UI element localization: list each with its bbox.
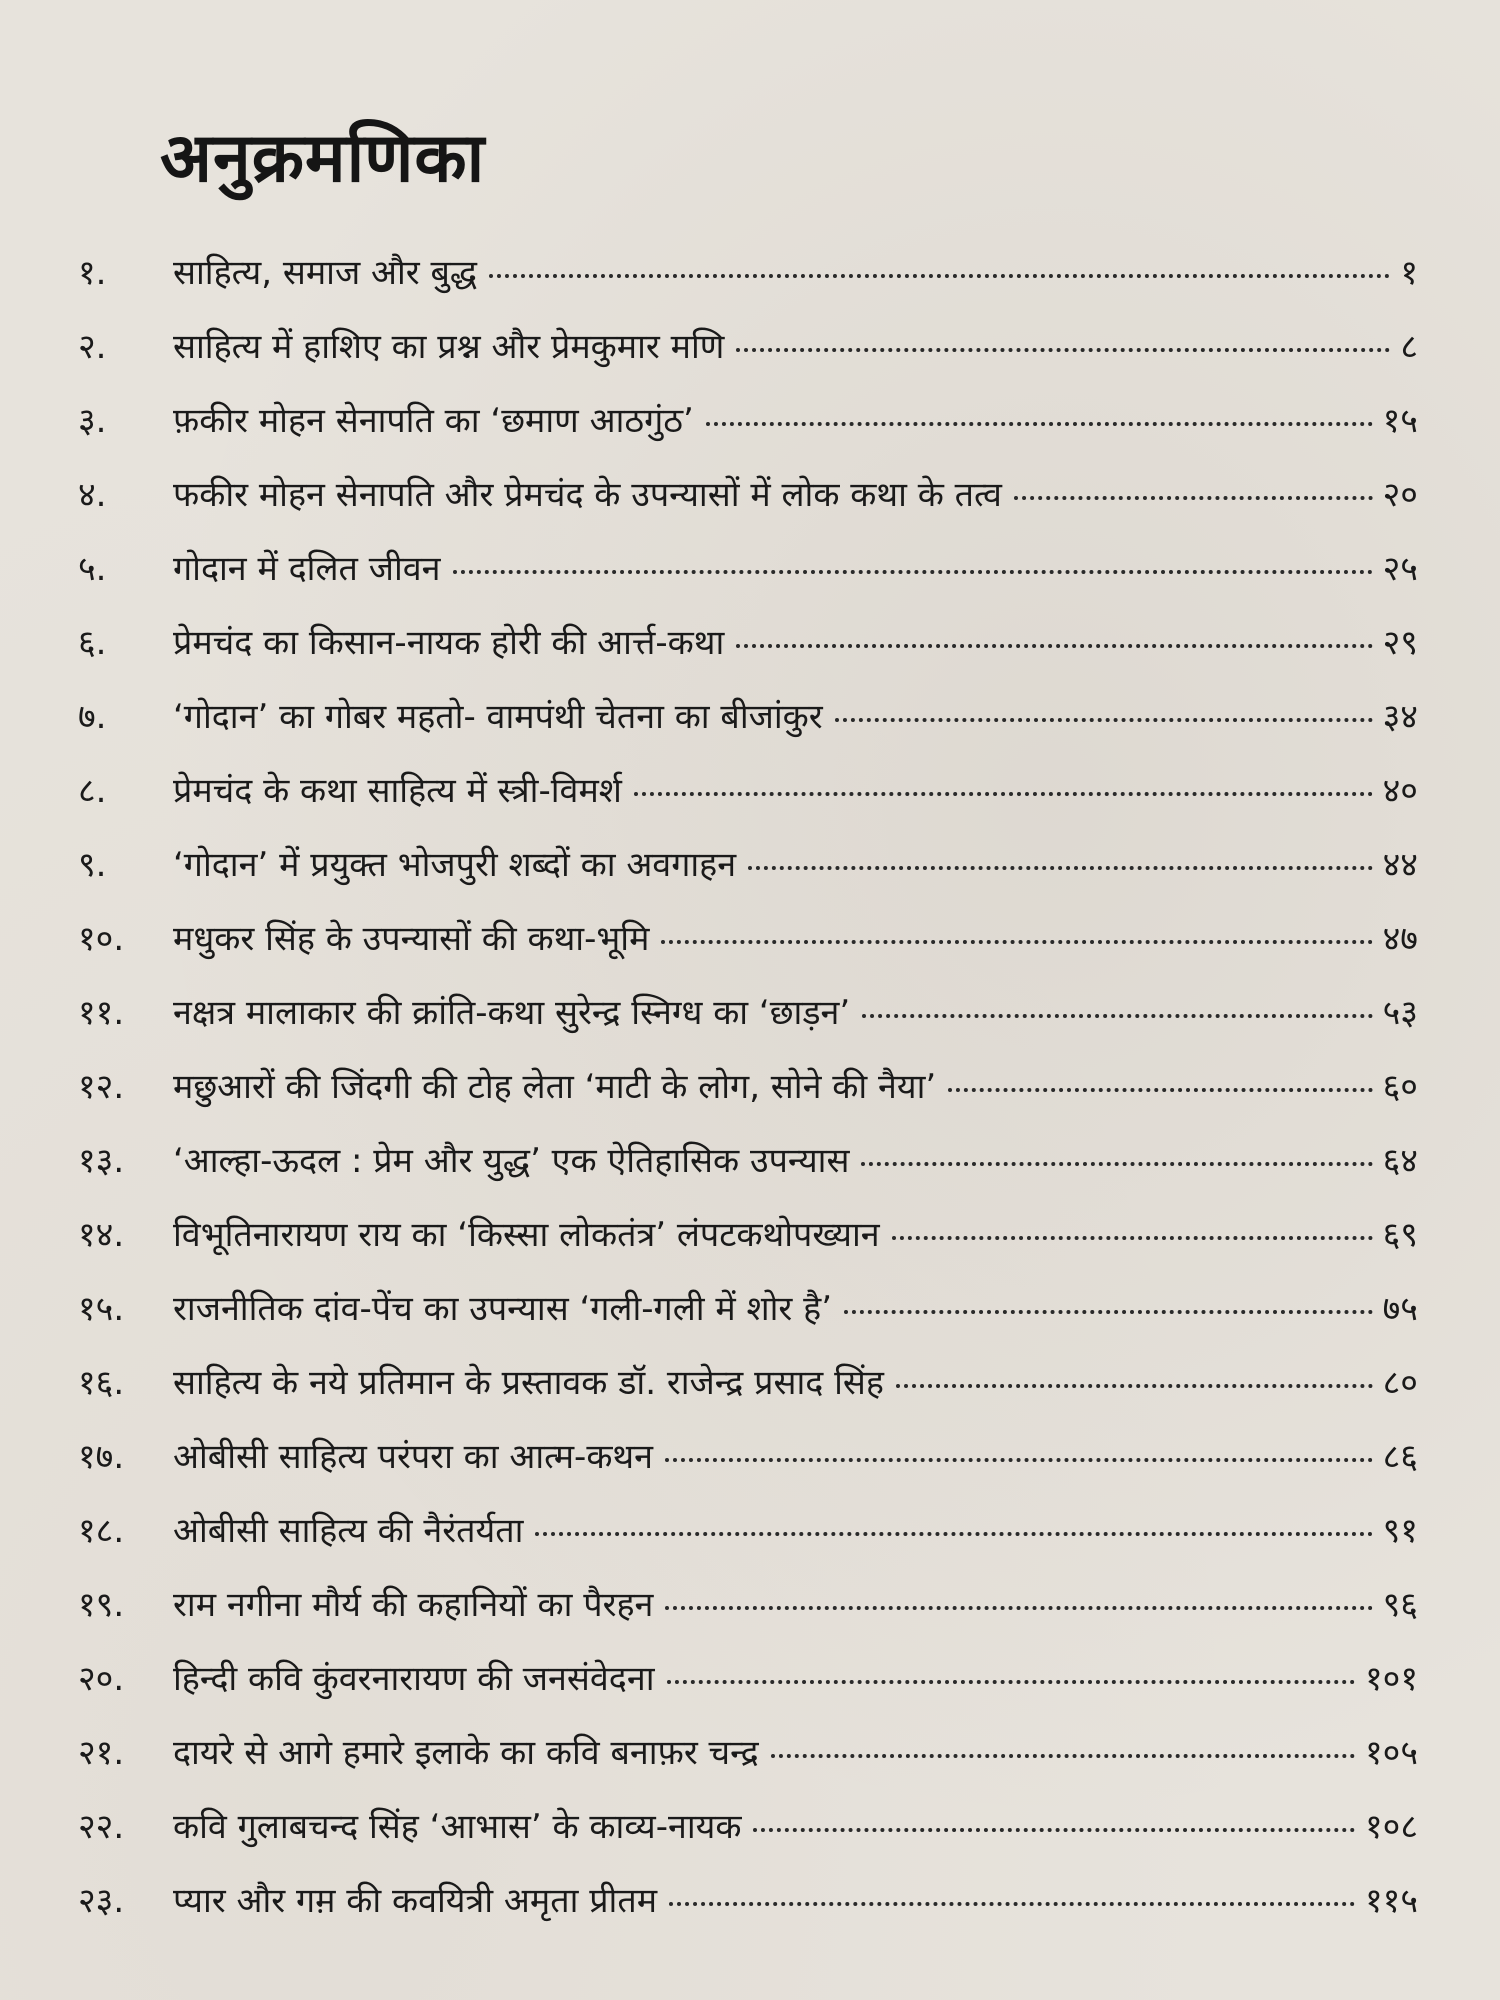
entry-number: १२. [78, 1067, 125, 1107]
entry-page-number: ८० [1382, 1363, 1418, 1403]
entry-page-number: ८६ [1382, 1437, 1418, 1477]
table-of-contents [78, 236, 1418, 1938]
entry-title: मधुकर सिंह के उपन्यासों की कथा-भूमि [173, 919, 650, 959]
entry-title: नक्षत्र मालाकार की क्रांति-कथा सुरेन्द्र स्निग्ध का ‘छाड़न’ [173, 993, 851, 1033]
entry-title: ‘गोदान’ का गोबर महतो- वामपंथी चेतना का बीजांकुर [173, 697, 823, 737]
entry-page-number: ४७ [1382, 919, 1418, 959]
entry-number: १३. [78, 1141, 125, 1181]
toc-entry [78, 1864, 1418, 1938]
dot-leader [661, 940, 1372, 944]
entry-number: ९. [78, 845, 107, 885]
dot-leader [736, 644, 1372, 648]
dot-leader [634, 792, 1373, 796]
dot-leader [736, 348, 1390, 352]
entry-number: २२. [78, 1807, 125, 1847]
entry-number: १९. [78, 1585, 125, 1625]
entry-number: १०. [78, 919, 125, 959]
entry-title: फकीर मोहन सेनापति और प्रेमचंद के उपन्यासों में लोक कथा के तत्व [173, 475, 1002, 515]
toc-entry [78, 1420, 1418, 1494]
dot-leader [892, 1236, 1373, 1240]
toc-entry [78, 1272, 1418, 1346]
entry-title: ओबीसी साहित्य की नैरंतर्यता [173, 1511, 524, 1551]
entry-number: २. [78, 327, 107, 367]
page-title: अनुक्रमणिका [160, 118, 486, 198]
dot-leader [835, 718, 1373, 722]
entry-page-number: ६९ [1382, 1215, 1418, 1255]
dot-leader [453, 570, 1373, 574]
toc-entry [78, 1716, 1418, 1790]
entry-number: ३. [78, 401, 107, 441]
toc-entry [78, 1346, 1418, 1420]
dot-leader [861, 1162, 1372, 1166]
entry-number: १६. [78, 1363, 125, 1403]
entry-title: गोदान में दलित जीवन [173, 549, 441, 589]
entry-title: राम नगीना मौर्य की कहानियों का पैरहन [173, 1585, 654, 1625]
entry-number: १७. [78, 1437, 125, 1477]
toc-entry [78, 1642, 1418, 1716]
dot-leader [665, 1606, 1372, 1610]
entry-title: मछुआरों की जिंदगी की टोह लेता ‘माटी के लोग, सोने की नैया’ [173, 1067, 937, 1107]
entry-page-number: ७५ [1382, 1289, 1418, 1329]
entry-number: ५. [78, 549, 107, 589]
entry-number: ४. [78, 475, 107, 515]
entry-page-number: १०१ [1364, 1659, 1418, 1699]
toc-entry [78, 976, 1418, 1050]
entry-page-number: २५ [1382, 549, 1418, 589]
entry-title: फ़कीर मोहन सेनापति का ‘छमाण आठगुंठ’ [173, 401, 694, 441]
dot-leader [667, 1680, 1355, 1684]
toc-entry [78, 680, 1418, 754]
entry-page-number: ४४ [1382, 845, 1418, 885]
entry-page-number: ९१ [1382, 1511, 1418, 1551]
entry-title: साहित्य में हाशिए का प्रश्न और प्रेमकुमार मणि [173, 327, 725, 367]
entry-number: ११. [78, 993, 125, 1033]
entry-number: १४. [78, 1215, 125, 1255]
entry-title: ओबीसी साहित्य परंपरा का आत्म-कथन [173, 1437, 654, 1477]
entry-number: २३. [78, 1881, 125, 1921]
toc-entry [78, 310, 1418, 384]
toc-entry [78, 384, 1418, 458]
entry-title: ‘आल्हा-ऊदल : प्रेम और युद्ध’ एक ऐतिहासिक उपन्यास [173, 1141, 850, 1181]
entry-page-number: ६० [1382, 1067, 1418, 1107]
toc-entry [78, 1124, 1418, 1198]
entry-title: प्रेमचंद का किसान-नायक होरी की आर्त्त-कथा [173, 623, 725, 663]
toc-entry [78, 606, 1418, 680]
dot-leader [844, 1310, 1373, 1314]
toc-entry [78, 1494, 1418, 1568]
dot-leader [862, 1014, 1372, 1018]
dot-leader [489, 274, 1390, 278]
entry-page-number: २९ [1382, 623, 1418, 663]
dot-leader [535, 1532, 1372, 1536]
toc-entry [78, 1198, 1418, 1272]
entry-page-number: ३४ [1382, 697, 1418, 737]
entry-number: ६. [78, 623, 107, 663]
entry-page-number: ४० [1382, 771, 1418, 811]
toc-entry [78, 902, 1418, 976]
entry-page-number: १ [1400, 253, 1418, 293]
dot-leader [665, 1458, 1373, 1462]
entry-number: २०. [78, 1659, 125, 1699]
entry-number: ७. [78, 697, 107, 737]
toc-entry [78, 1050, 1418, 1124]
entry-title: ‘गोदान’ में प्रयुक्त भोजपुरी शब्दों का अवगाहन [173, 845, 737, 885]
entry-title: साहित्य के नये प्रतिमान के प्रस्तावक डॉ. राजेन्द्र प्रसाद सिंह [173, 1363, 884, 1403]
entry-title: राजनीतिक दांव-पेंच का उपन्यास ‘गली-गली में शोर है’ [173, 1289, 833, 1329]
toc-entry [78, 532, 1418, 606]
toc-entry [78, 1790, 1418, 1864]
toc-entry [78, 1568, 1418, 1642]
dot-leader [753, 1828, 1354, 1832]
toc-entry [78, 236, 1418, 310]
entry-page-number: २० [1382, 475, 1418, 515]
entry-page-number: ८ [1400, 327, 1418, 367]
toc-entry [78, 828, 1418, 902]
entry-number: १८. [78, 1511, 125, 1551]
toc-entry [78, 458, 1418, 532]
entry-number: १५. [78, 1289, 125, 1329]
dot-leader [748, 866, 1373, 870]
entry-title: हिन्दी कवि कुंवरनारायण की जनसंवेदना [173, 1659, 655, 1699]
dot-leader [948, 1088, 1372, 1092]
entry-title: कवि गुलाबचन्द सिंह ‘आभास’ के काव्य-नायक [173, 1807, 742, 1847]
entry-title: प्रेमचंद के कथा साहित्य में स्त्री-विमर्श [173, 771, 622, 811]
entry-page-number: ६४ [1382, 1141, 1418, 1181]
dot-leader [896, 1384, 1373, 1388]
entry-number: २१. [78, 1733, 125, 1773]
entry-page-number: ५३ [1382, 993, 1418, 1033]
entry-page-number: ११५ [1364, 1881, 1418, 1921]
entry-page-number: १०५ [1364, 1733, 1418, 1773]
entry-title: प्यार और गम़ की कवयित्री अमृता प्रीतम [173, 1881, 658, 1921]
dot-leader [706, 422, 1373, 426]
toc-entry [78, 754, 1418, 828]
entry-page-number: ९६ [1382, 1585, 1418, 1625]
dot-leader [1014, 496, 1373, 500]
dot-leader [669, 1902, 1355, 1906]
entry-number: १. [78, 253, 107, 293]
entry-number: ८. [78, 771, 107, 811]
entry-page-number: १५ [1382, 401, 1418, 441]
dot-leader [771, 1754, 1355, 1758]
entry-title: विभूतिनारायण राय का ‘किस्सा लोकतंत्र’ लंपटकथोपख्यान [173, 1215, 880, 1255]
entry-title: साहित्य, समाज और बुद्ध [173, 253, 478, 293]
entry-title: दायरे से आगे हमारे इलाके का कवि बनाफ़र चन्द्र [173, 1733, 759, 1773]
entry-page-number: १०८ [1364, 1807, 1418, 1847]
